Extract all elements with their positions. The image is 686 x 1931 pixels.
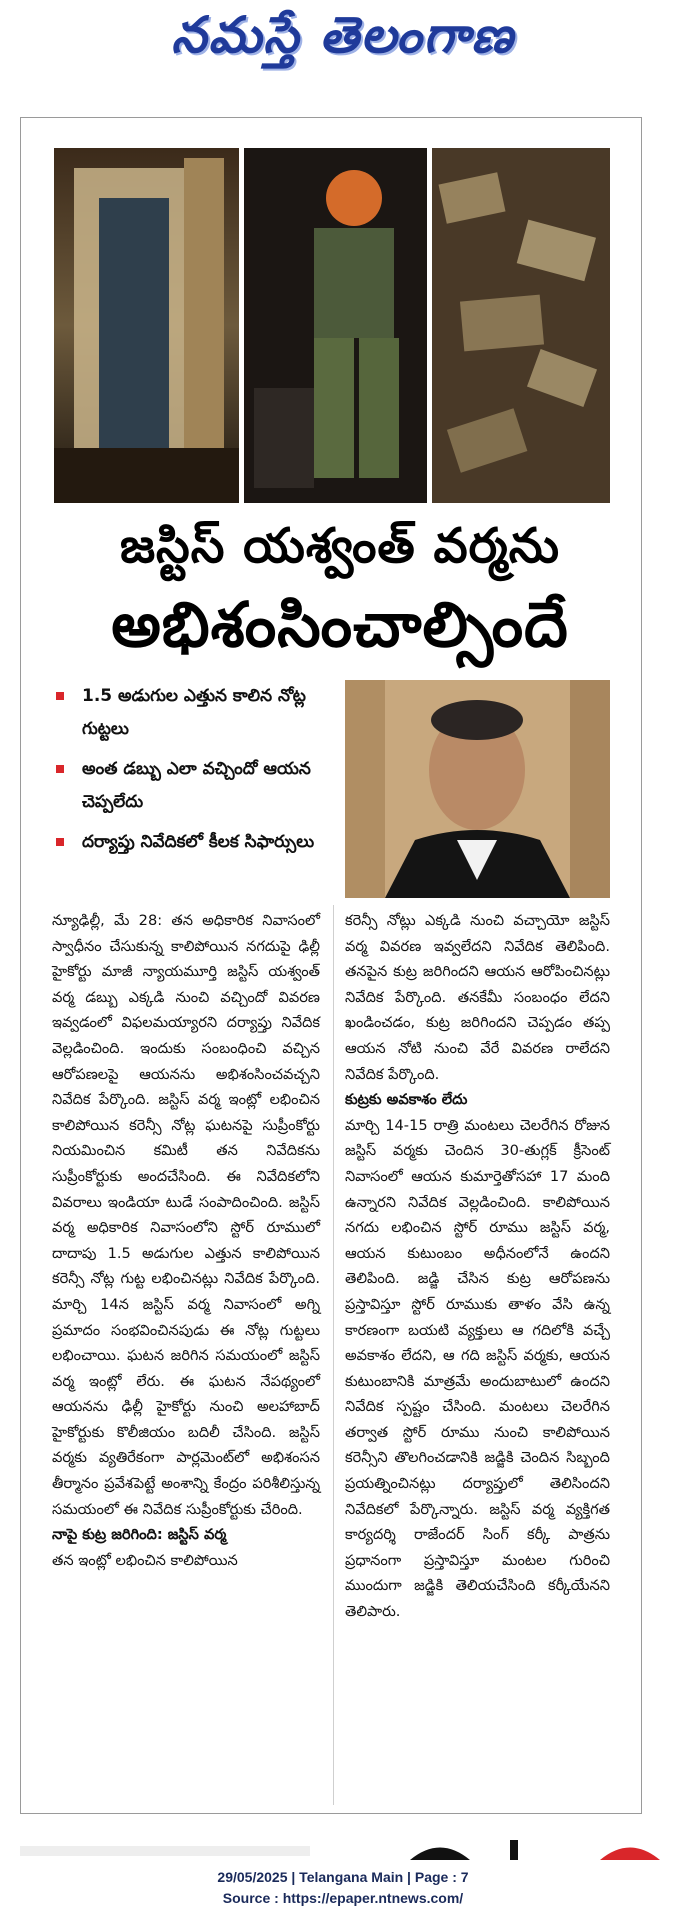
article-column-right bbox=[345, 908, 610, 1625]
article-subheading: నాపై కుట్ర జరిగింది: జస్టిస్ వర్మ bbox=[52, 1526, 227, 1544]
photo-burnt-door bbox=[54, 148, 239, 503]
photo-firefighter bbox=[244, 148, 427, 503]
headline-line-1: జస్టిస్ యశ్వంత్ వర్మను bbox=[119, 518, 561, 574]
highlight-item: అంత డబ్బు ఎలా వచ్చిందో ఆయన చెప్పలేదు bbox=[52, 753, 332, 819]
footer-date-line: 29/05/2025 | Telangana Main | Page : 7 bbox=[217, 1869, 469, 1885]
highlight-item: 1.5 అడుగుల ఎత్తున కాలిన నోట్ల గుట్టలు bbox=[52, 680, 332, 746]
footer-source-line: Source : https://epaper.ntnews.com/ bbox=[222, 1890, 464, 1906]
next-article-fragment bbox=[20, 1846, 310, 1856]
bullet-square-icon bbox=[56, 765, 64, 773]
next-article-headline-fragment bbox=[400, 1835, 686, 1860]
article-paragraph: తన ఇంట్లో లభించిన కాలిపోయిన bbox=[52, 1551, 238, 1569]
article-column-left bbox=[52, 908, 320, 1573]
bullet-square-icon bbox=[56, 838, 64, 846]
bullet-square-icon bbox=[56, 692, 64, 700]
portrait-justice-varma bbox=[345, 680, 610, 898]
article-paragraph: న్యూఢిల్లీ, మే 28: తన అధికారిక నివాసంలో స్వాధీనం చేసుకున్న కాలిపోయిన నగదుపై ఢిల్లీ హైకోర్టు మాజీ న్యాయమూర్తి జస్టిస్ యశ్వంత్ వర్మ డబ్బు ఎక్కడి నుంచి వచ్చిందో వివరణ ఇవ్వడంలో విఫలమయ్యారని దర్యాప్తు నివేదిక వెల్లడించింది. ఇందుకు సంబంధించి వచ్చిన ఆరోపణలపై ఆయనను అభిశంసించవచ్చని నివేదిక పేర్కొంది. జస్టిస్ వర్మ ఇంట్లో లభించిన కాలిపోయిన కరెన్సీ నోట్ల ఘటనపై సుప్రీంకోర్టు నియమించిన కమిటీ తన నివేదికను సుప్రీంకోర్టుకు అందచేసింది. ఈ నివేదికలోని వివరాలు ఇండియా టుడే సంపాదించింది. జస్టిస్ వర్మ అధికారిక నివాసంలోని స్టోర్ రూములో దాదాపు 1.5 అడుగుల ఎత్తున కాలిపోయిన కరెన్సీ నోట్ల గుట్ట లభించినట్లు నివేదిక పేర్కొంది. మార్చి 14న జస్టిస్ వర్మ నివాసంలో అగ్ని ప్రమాదం సంభవించినపుడు ఈ నోట్ల గుట్టలు లభించాయి. ఘటన జరిగిన సమయంలో జస్టిస్ వర్మ ఇంట్లో లేరు. ఈ ఘటన నేపథ్యంలో ఆయనను ఢిల్లీ హైకోర్టు నుంచి అలహాబాద్ హైకోర్టుకు కొలీజియం బదిలీ చేసింది. జస్టిస్ వర్మకు వ్యతిరేకంగా పార్లమెంట్‌లో అభిశంసన తీర్మానం ప్రవేశపెట్టే అంశాన్ని కేంద్రం పరిశీలిస్తున్న సమయంలో ఈ నివేదిక సుప్రీంకోర్టుకు చేరింది. bbox=[52, 912, 320, 1518]
column-divider bbox=[333, 905, 334, 1805]
newspaper-logo: నమస్తే తెలంగాణ bbox=[171, 6, 515, 64]
photo-burnt-currency bbox=[432, 148, 610, 503]
article-paragraph: కరెన్సీ నోట్లు ఎక్కడి నుంచి వచ్చాయో జస్టిస్ వర్మ వివరణ ఇవ్వలేదని నివేదిక తెలిపింది. తనపైన కుట్ర జరిగిందని ఆయన ఆరోపించినట్లు నివేదిక పేర్కొంది. తనకేమీ సంబంధం లేదని ఖండించడం, కుట్ర జరిగిందని చెప్పడం తప్ప ఆయన నోటి నుంచి వేరే వివరణ రాలేదని నివేదిక పేర్కొంది. bbox=[345, 912, 610, 1083]
photo-strip bbox=[54, 148, 610, 503]
highlight-item: దర్యాప్తు నివేదికలో కీలక సిఫార్సులు bbox=[52, 826, 332, 859]
headline-line-2: అభిశంసించాల్సిందే bbox=[111, 588, 569, 661]
article-subheading: కుట్రకు అవకాశం లేదు bbox=[345, 1091, 468, 1109]
masthead bbox=[0, 0, 686, 100]
highlights-list bbox=[52, 680, 332, 866]
article-paragraph: మార్చి 14-15 రాత్రి మంటలు చెలరేగిన రోజున జస్టిస్ వర్మకు చెందిన 30-తుగ్లక్ క్రీసెంట్ నివాసంలో ఆయన కుమార్తెతోసహా 17 మంది ఉన్నారని నివేదిక వెల్లడించింది. కాలిపోయిన నగదు లభించిన స్టోర్ రూము జస్టిస్ వర్మ, ఆయన కుటుంబం అధీనంలోనే ఉందని తెలిపింది. జడ్జి చేసిన కుట్ర ఆరోపణను ప్రస్తావిస్తూ స్టోర్ రూముకు తాళం వేసి ఉన్న కారణంగా బయటి వ్యక్తులు ఆ గదిలోకి వచ్చే అవకాశం లేదని, ఆ గది జస్టిస్ వర్మకు, ఆయన కుటుంబానికి మాత్రమే అందుబాటులో ఉందని నివేదిక స్పష్టం చేసింది. మంటలు చెలరేగిన తర్వాత స్టోర్ రూము నుంచి కాలిపోయిన కరెన్సీని తొలగించడానికి జడ్జికి చెందిన సిబ్బంది ప్రయత్నించినట్లు దర్యాప్తులో తెలిసిందని నివేదికలో పేర్కొన్నారు. జస్టిస్ వర్మ వ్యక్తిగత కార్యదర్శి రాజేందర్ సింగ్ కర్కీ పాత్రను ప్రధానంగా ప్రస్తావిస్తూ మంటల గురించి ముందుగా జడ్జికి తెలియచేసింది కర్కీయేనని తెలిపారు. bbox=[345, 1116, 610, 1621]
